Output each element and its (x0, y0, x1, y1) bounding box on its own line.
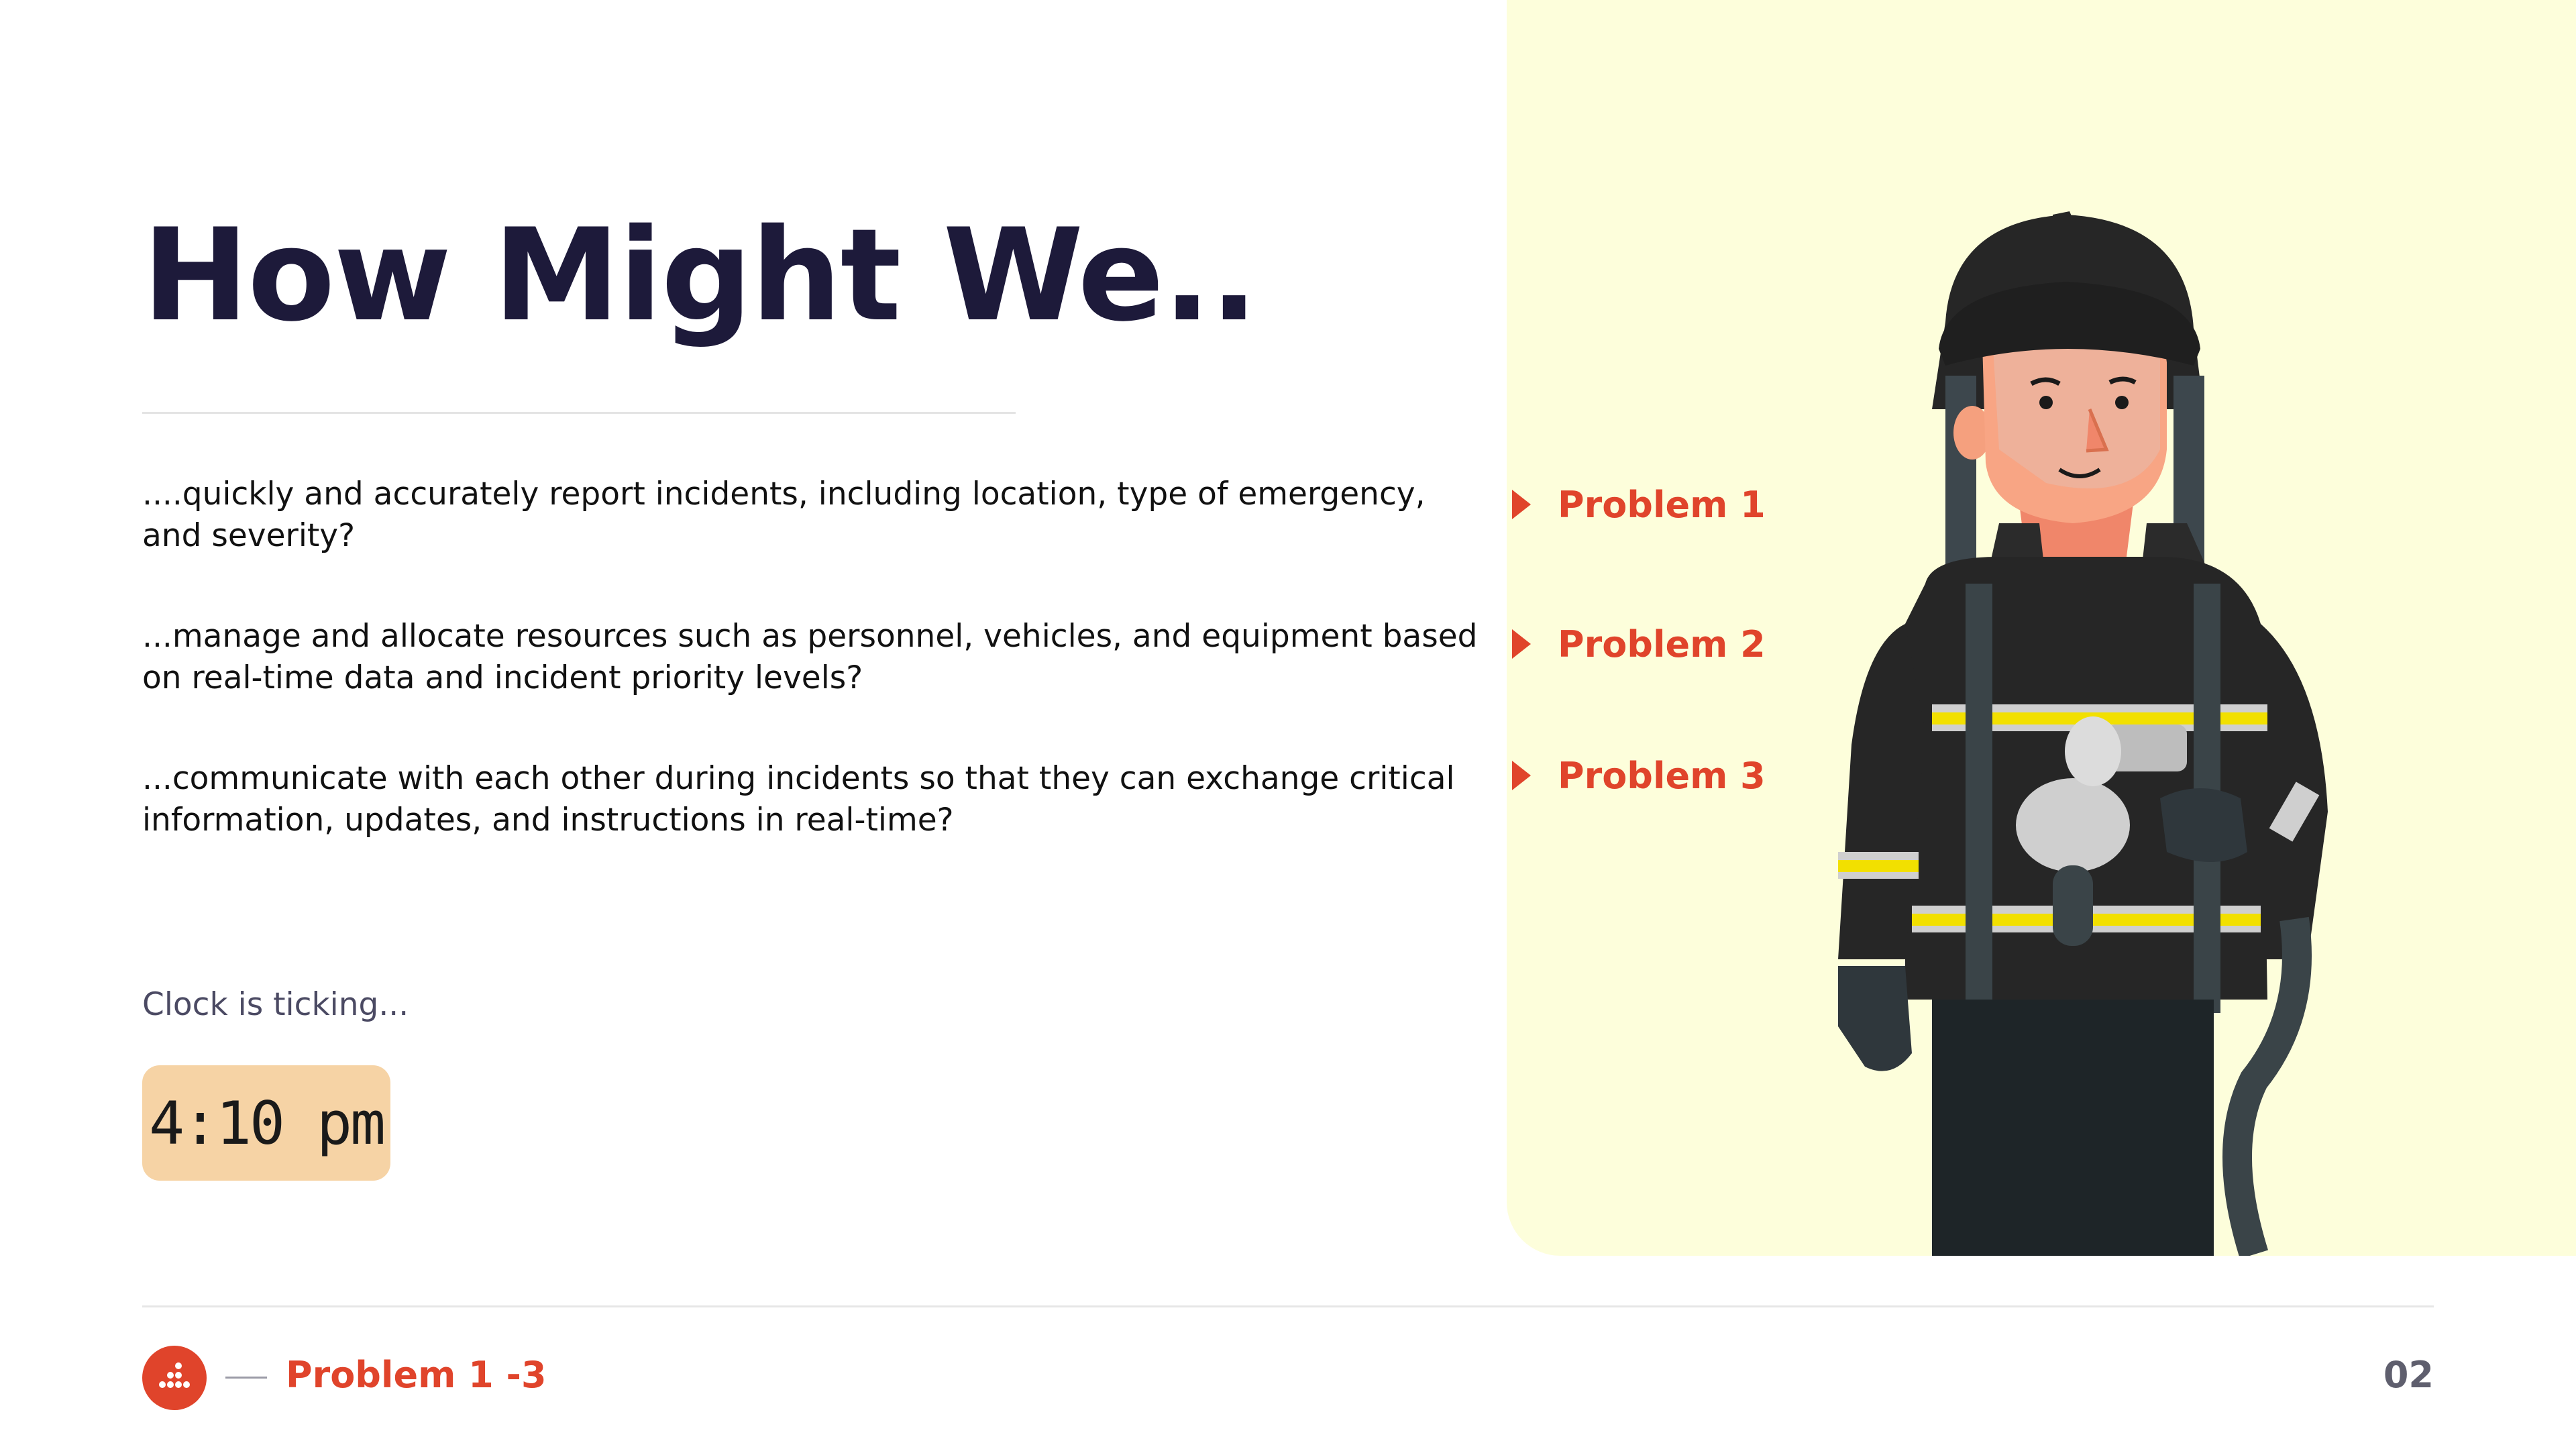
question-3: ...communicate with each other during incidents so that they can exchange critical information, updates, and instructions in real-time? (142, 760, 1455, 839)
footer-section-label: Problem 1 -3 (286, 1354, 547, 1396)
page-title: How Might We.. (142, 201, 1257, 350)
question-1: ....quickly and accurately report incidents, including location, type of emergency, and severity? (142, 476, 1426, 554)
triangle-right-icon (1512, 490, 1531, 519)
clock-time: 4:10 pm (149, 1088, 384, 1158)
problem-2-label: Problem 2 (1558, 623, 1766, 665)
triangle-right-icon (1512, 761, 1531, 790)
page-number: 02 (2383, 1354, 2434, 1396)
triangle-right-icon (1512, 629, 1531, 659)
problem-1-link[interactable] (1512, 478, 1766, 531)
problem-3-link[interactable] (1512, 749, 1766, 802)
problem-2-link[interactable] (1512, 617, 1766, 671)
footer-divider (142, 1305, 2434, 1307)
question-2: ...manage and allocate resources such as personnel, vehicles, and equipment based on real-time data and incident priority levels? (142, 618, 1478, 696)
dots-logo-icon (142, 1346, 207, 1410)
problem-1-label: Problem 1 (1558, 483, 1766, 526)
clock-badge (142, 1065, 390, 1181)
title-divider (142, 412, 1016, 414)
firefighter-illustration (1731, 208, 2388, 1256)
footer-dash (225, 1377, 267, 1379)
problem-3-label: Problem 3 (1558, 754, 1766, 797)
clock-label: Clock is ticking... (142, 986, 409, 1023)
